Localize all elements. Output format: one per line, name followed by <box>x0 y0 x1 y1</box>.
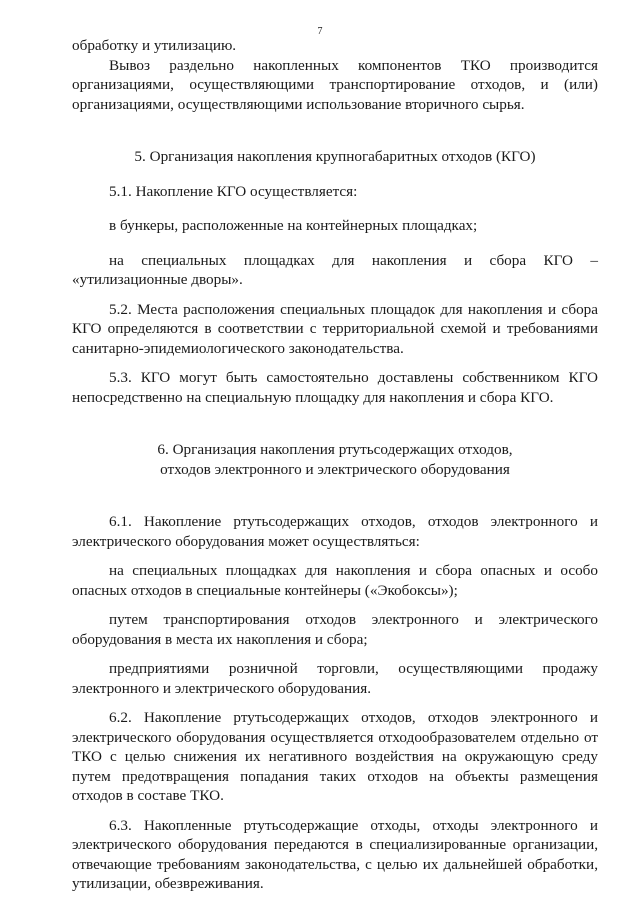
paragraph: на специальных площадках для накопления и сбора КГО – «утилизационные дворы». <box>72 251 598 288</box>
section-heading-5: 5. Организация накопления крупногабаритных отходов (КГО) <box>134 148 536 165</box>
paragraph: 6.2. Накопление ртутьсодержащих отходов, отходов электронного и электрического оборудования осуществляется отходообразователем отдельно от ТКО с целью снижения их негативного воздействия на окружающую среду путем предотвращения попадания таких отходов на объекты размещения отходов в составе ТКО. <box>72 709 598 804</box>
paragraph: 5.1. Накопление КГО осуществляется: <box>109 182 358 200</box>
paragraph: 6.1. Накопление ртутьсодержащих отходов, отходов электронного и электрического оборудования может осуществляться: <box>72 513 598 550</box>
paragraph: предприятиями розничной торговли, осуществляющими продажу электронного и электрического оборудования. <box>72 660 598 697</box>
paragraph: в бункеры, расположенные на контейнерных площадках; <box>109 217 478 234</box>
paragraph: путем транспортирования отходов электронного и электрического оборудования в места их накопления и сбора; <box>72 611 598 648</box>
page-number: 7 <box>317 26 323 37</box>
paragraph: 5.3. КГО могут быть самостоятельно доставлены собственником КГО непосредственно на специальную площадку для накопления и сбора КГО. <box>72 369 598 406</box>
section-heading-6: 6. Организация накопления ртутьсодержащих отходов, отходов электронного и электрического оборудования <box>157 441 513 478</box>
paragraph: обработку и утилизацию. <box>72 37 237 54</box>
paragraph: 6.3. Накопленные ртутьсодержащие отходы, отходы электронного и электрического оборудования передаются в специализированные организации, отвечающие требованиям законодательства, с целью их дальнейшей обработки, утилизации, обезвреживания. <box>72 816 598 892</box>
paragraph: 5.2. Места расположения специальных площадок для накопления и сбора КГО определяются в соответствии с территориальной схемой и требованиями санитарно-эпидемиологического законодательства. <box>72 300 598 357</box>
paragraph: Вывоз раздельно накопленных компонентов ТКО производится организациями, осуществляющими транспортирование отходов, и (или) организациями, осуществляющими использование вторичного сырья. <box>72 56 598 113</box>
document-body <box>72 36 598 894</box>
paragraph: на специальных площадках для накопления и сбора опасных и особо опасных отходов в специальные контейнеры («Экобоксы»); <box>72 562 598 599</box>
